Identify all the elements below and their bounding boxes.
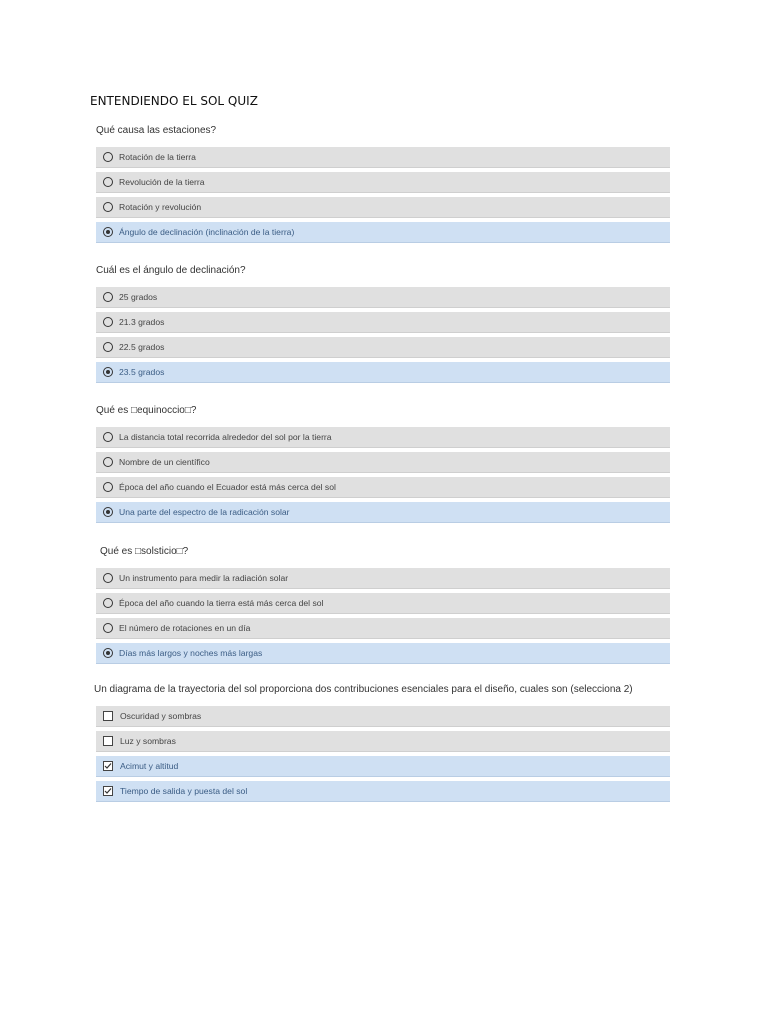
option-label: Época del año cuando el Ecuador está más cerca del sol xyxy=(119,482,336,492)
option[interactable] xyxy=(96,706,670,727)
option[interactable] xyxy=(96,337,670,358)
option-label: Revolución de la tierra xyxy=(119,177,205,187)
option[interactable] xyxy=(96,147,670,168)
option[interactable] xyxy=(96,593,670,614)
question-text: Qué causa las estaciones? xyxy=(96,125,217,136)
option-label: Una parte del espectro de la radicación solar xyxy=(119,507,290,517)
question-2 xyxy=(96,264,676,387)
radio-checked-icon[interactable] xyxy=(103,648,113,658)
quiz-title: ENTENDIENDO EL SOL QUIZ xyxy=(90,94,258,108)
checkbox-checked-icon[interactable] xyxy=(103,761,113,771)
radio-unchecked-icon[interactable] xyxy=(103,342,113,352)
radio-unchecked-icon[interactable] xyxy=(103,292,113,302)
radio-unchecked-icon[interactable] xyxy=(103,623,113,633)
option-label: Ángulo de declinación (inclinación de la tierra) xyxy=(119,227,295,237)
option-label: Días más largos y noches más largas xyxy=(119,648,263,658)
radio-unchecked-icon[interactable] xyxy=(103,573,113,583)
radio-unchecked-icon[interactable] xyxy=(103,152,113,162)
option[interactable] xyxy=(96,477,670,498)
option-label: Acimut y altitud xyxy=(120,761,179,771)
checkbox-unchecked-icon[interactable] xyxy=(103,711,113,721)
checkbox-unchecked-icon[interactable] xyxy=(103,736,113,746)
question-text: Qué es □equinoccio□? xyxy=(96,405,197,416)
option[interactable] xyxy=(96,287,670,308)
radio-checked-icon[interactable] xyxy=(103,507,113,517)
option-label: 25 grados xyxy=(119,292,158,302)
options-list xyxy=(96,427,676,523)
option-selected[interactable] xyxy=(96,222,670,243)
options-list xyxy=(96,147,676,243)
option-label: Oscuridad y sombras xyxy=(120,711,202,721)
option[interactable] xyxy=(96,172,670,193)
option[interactable] xyxy=(96,618,670,639)
option-selected[interactable] xyxy=(96,502,670,523)
checkbox-checked-icon[interactable] xyxy=(103,786,113,796)
option-label: Luz y sombras xyxy=(120,736,176,746)
question-4 xyxy=(96,545,676,668)
option[interactable] xyxy=(96,452,670,473)
options-list xyxy=(96,568,676,664)
option-label: 21.3 grados xyxy=(119,317,165,327)
option[interactable] xyxy=(96,731,670,752)
question-text: Cuál es el ángulo de declinación? xyxy=(96,265,246,276)
option[interactable] xyxy=(96,312,670,333)
option[interactable] xyxy=(96,197,670,218)
option-selected[interactable] xyxy=(96,643,670,664)
option-label: El número de rotaciones en un día xyxy=(119,623,251,633)
option-label: Un instrumento para medir la radiación solar xyxy=(119,573,289,583)
option-label: 23.5 grados xyxy=(119,367,165,377)
radio-unchecked-icon[interactable] xyxy=(103,202,113,212)
radio-unchecked-icon[interactable] xyxy=(103,482,113,492)
question-1 xyxy=(96,124,676,247)
option-label: Rotación y revolución xyxy=(119,202,202,212)
option-label: Tiempo de salida y puesta del sol xyxy=(120,786,248,796)
radio-unchecked-icon[interactable] xyxy=(103,177,113,187)
question-text: Un diagrama de la trayectoria del sol proporciona dos contribuciones esenciales para el diseño, cuales son (selecciona 2) xyxy=(94,684,633,695)
option-label: Época del año cuando la tierra está más cerca del sol xyxy=(119,598,324,608)
question-3 xyxy=(96,404,676,527)
option-label: La distancia total recorrida alrededor del sol por la tierra xyxy=(119,432,332,442)
question-5 xyxy=(96,683,676,806)
radio-unchecked-icon[interactable] xyxy=(103,317,113,327)
options-list xyxy=(96,287,676,383)
option-selected[interactable] xyxy=(96,756,670,777)
radio-unchecked-icon[interactable] xyxy=(103,598,113,608)
option-selected[interactable] xyxy=(96,781,670,802)
option-label: Rotación de la tierra xyxy=(119,152,196,162)
option-selected[interactable] xyxy=(96,362,670,383)
radio-unchecked-icon[interactable] xyxy=(103,457,113,467)
radio-checked-icon[interactable] xyxy=(103,227,113,237)
option[interactable] xyxy=(96,568,670,589)
question-text: Qué es □solsticio□? xyxy=(100,546,189,557)
option[interactable] xyxy=(96,427,670,448)
option-label: Nombre de un científico xyxy=(119,457,210,467)
options-list xyxy=(96,706,676,802)
option-label: 22.5 grados xyxy=(119,342,165,352)
radio-unchecked-icon[interactable] xyxy=(103,432,113,442)
radio-checked-icon[interactable] xyxy=(103,367,113,377)
